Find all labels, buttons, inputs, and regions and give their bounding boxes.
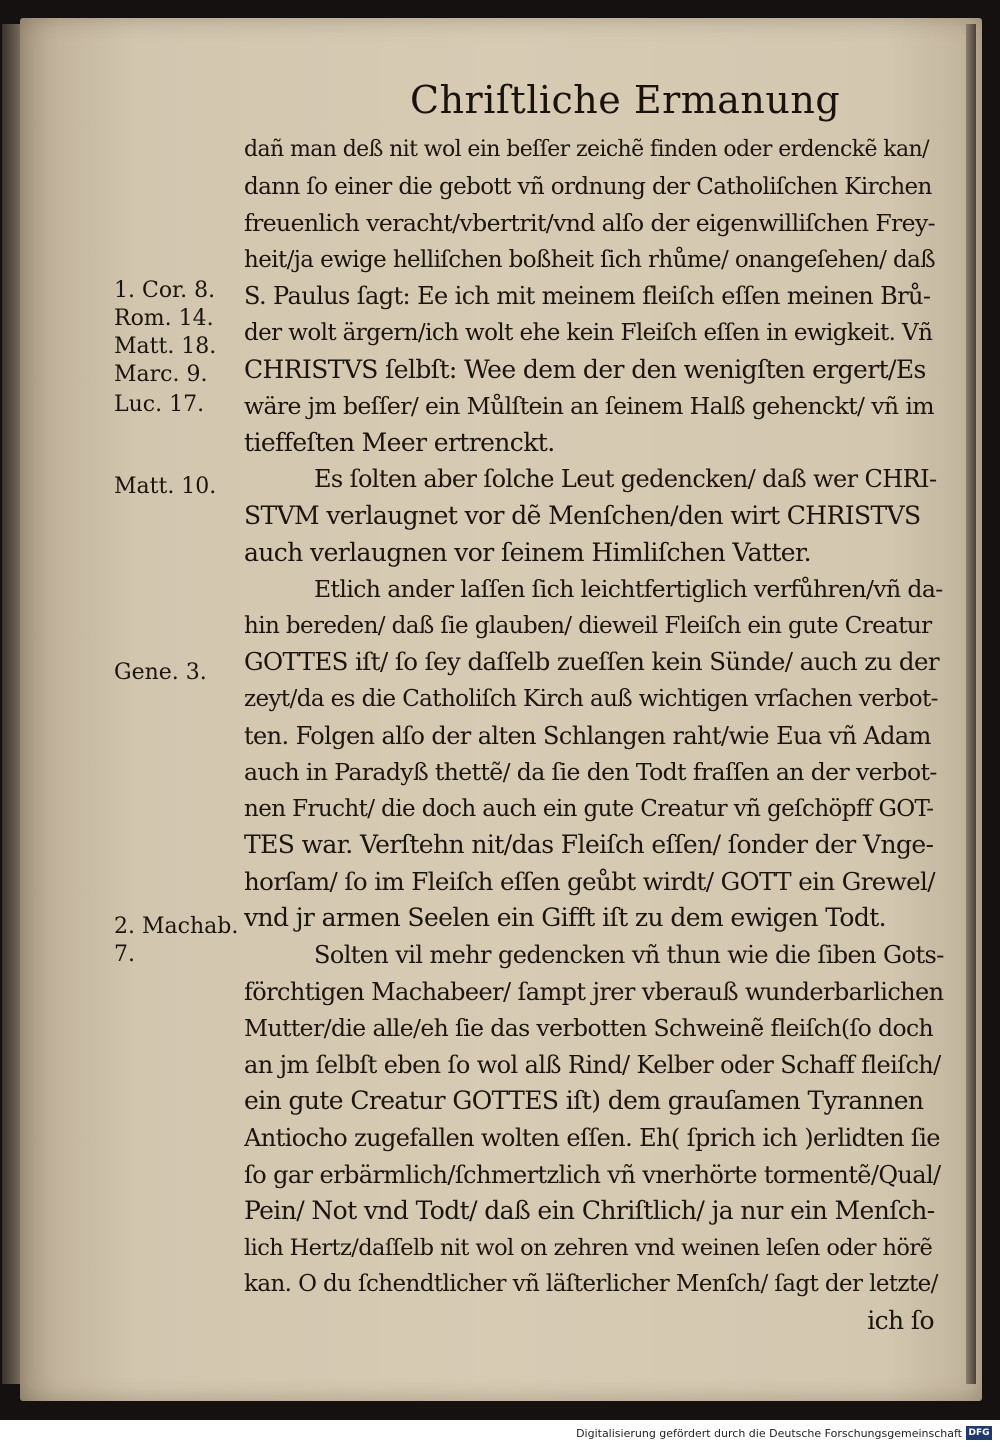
text-line: Solten vil mehr gedencken vñ thun wie die ſiben Gots- xyxy=(314,941,944,970)
page-fore-edge xyxy=(966,24,976,1384)
margin-note: Marc. 9. xyxy=(114,362,208,387)
text-line: dañ man deß nit wol ein beſſer zeichẽ finden oder erdenckẽ kan/ xyxy=(244,137,929,162)
margin-note: Rom. 14. xyxy=(114,306,214,331)
margin-note: 2. Machab. xyxy=(114,914,239,939)
text-line: CHRISTVS ſelbſt: Wee dem der den wenigſten ergert/Es xyxy=(244,354,926,384)
text-line: der wolt ärgern/ich wolt ehe kein Fleiſch eſſen in ewigkeit. Vñ xyxy=(244,319,933,346)
text-line: heit/ja ewige helliſchen boßheit ſich rhůme/ onangeſehen/ daß xyxy=(244,246,936,273)
page-binding-edge xyxy=(2,24,22,1384)
body-text xyxy=(244,132,944,1340)
text-line: dann ſo einer die gebott vñ ordnung der Catholiſchen Kirchen xyxy=(244,173,932,200)
text-line: ten. Folgen alſo der alten Schlangen raht/wie Eua vñ Adam xyxy=(244,721,931,750)
text-line: horſam/ ſo im Fleiſch eſſen geůbt wirdt/ GOTT ein Grewel/ xyxy=(244,866,935,896)
text-line: STVM verlaugnet vor dẽ Menſchen/den wirt CHRISTVS xyxy=(244,500,921,530)
text-line: auch in Paradyß thettẽ/ da ſie den Todt fraſſen an der verbot- xyxy=(244,758,937,787)
margin-note: Matt. 18. xyxy=(114,334,217,359)
text-line: Pein/ Not vnd Todt/ daß ein Chriſtlich/ ja nur ein Menſch- xyxy=(244,1196,935,1226)
text-line: Es ſolten aber ſolche Leut gedencken/ daß wer CHRI- xyxy=(314,465,937,494)
text-line: lich Hertz/daſſelb nit wol on zehren vnd weinen leſen oder hörẽ xyxy=(244,1234,933,1261)
text-line: GOTTES iſt/ ſo ſey daſſelb zueſſen kein Sünde/ auch zu der xyxy=(244,647,940,677)
margin-note: 1. Cor. 8. xyxy=(114,278,216,303)
text-line: Mutter/die alle/eh ſie das verbotten Schweinẽ fleiſch(ſo doch xyxy=(244,1014,934,1043)
margin-note: Luc. 17. xyxy=(114,392,205,417)
text-line: förchtigen Machabeer/ ſampt jrer vberauß wunderbarlichen xyxy=(244,977,944,1006)
margin-note: Gene. 3. xyxy=(114,660,207,685)
text-line: hin bereden/ daß ſie glauben/ dieweil Fleiſch ein gute Creatur xyxy=(244,612,932,639)
text-line: auch verlaugnen vor ſeinem Himliſchen Vatter. xyxy=(244,537,811,567)
text-line: TES war. Verſtehn nit/das Fleiſch eſſen/ ſonder der Vnge- xyxy=(244,830,934,860)
text-line: zeyt/da es die Catholiſch Kirch auß wichtigen vrſachen verbot- xyxy=(244,685,938,712)
dfg-logo: DFG xyxy=(966,1426,992,1440)
text-line: tieffeſten Meer ertrenckt. xyxy=(244,427,555,457)
text-line: Etlich ander laſſen ſich leichtfertiglich verfůhren/vñ da- xyxy=(314,575,943,604)
running-head: Chriſtliche Ermanung xyxy=(410,78,841,122)
footer-credit: Digitalisierung gefördert durch die Deutsche Forschungsgemeinschaft xyxy=(576,1427,962,1440)
text-line: ein gute Creatur GOTTES iſt) dem grauſamen Tyrannen xyxy=(244,1086,924,1116)
text-line: nen Frucht/ die doch auch ein gute Creatur vñ geſchöpff GOT- xyxy=(244,795,934,822)
catchword: ich ſo xyxy=(867,1306,934,1335)
text-line: wäre jm beſſer/ ein Můlſtein an ſeinem Halß gehenckt/ vñ im xyxy=(244,392,934,421)
text-line: vnd jr armen Seelen ein Gifft iſt zu dem ewigen Todt. xyxy=(244,903,887,933)
margin-note: 7. xyxy=(114,942,135,967)
margin-note: Matt. 10. xyxy=(114,474,217,499)
text-line: Antiocho zugefallen wolten eſſen. Eh( ſprich ich )erlidten ſie xyxy=(244,1124,940,1153)
text-line: freuenlich veracht/vbertrit/vnd alſo der eigenwilliſchen Frey- xyxy=(244,209,935,238)
text-line: ſo gar erbärmlich/ſchmertzlich vñ vnerhörte tormentẽ/Qual/ xyxy=(244,1160,941,1189)
text-line: an jm ſelbſt eben ſo wol alß Rind/ Kelber oder Schaff fleiſch/ xyxy=(244,1050,941,1079)
text-line: kan. O du ſchendtlicher vñ läſterlicher Menſch/ ſagt der letzte/ xyxy=(244,1271,938,1298)
text-line: S. Paulus ſagt: Ee ich mit meinem fleiſch eſſen meinen Brů- xyxy=(244,282,931,311)
